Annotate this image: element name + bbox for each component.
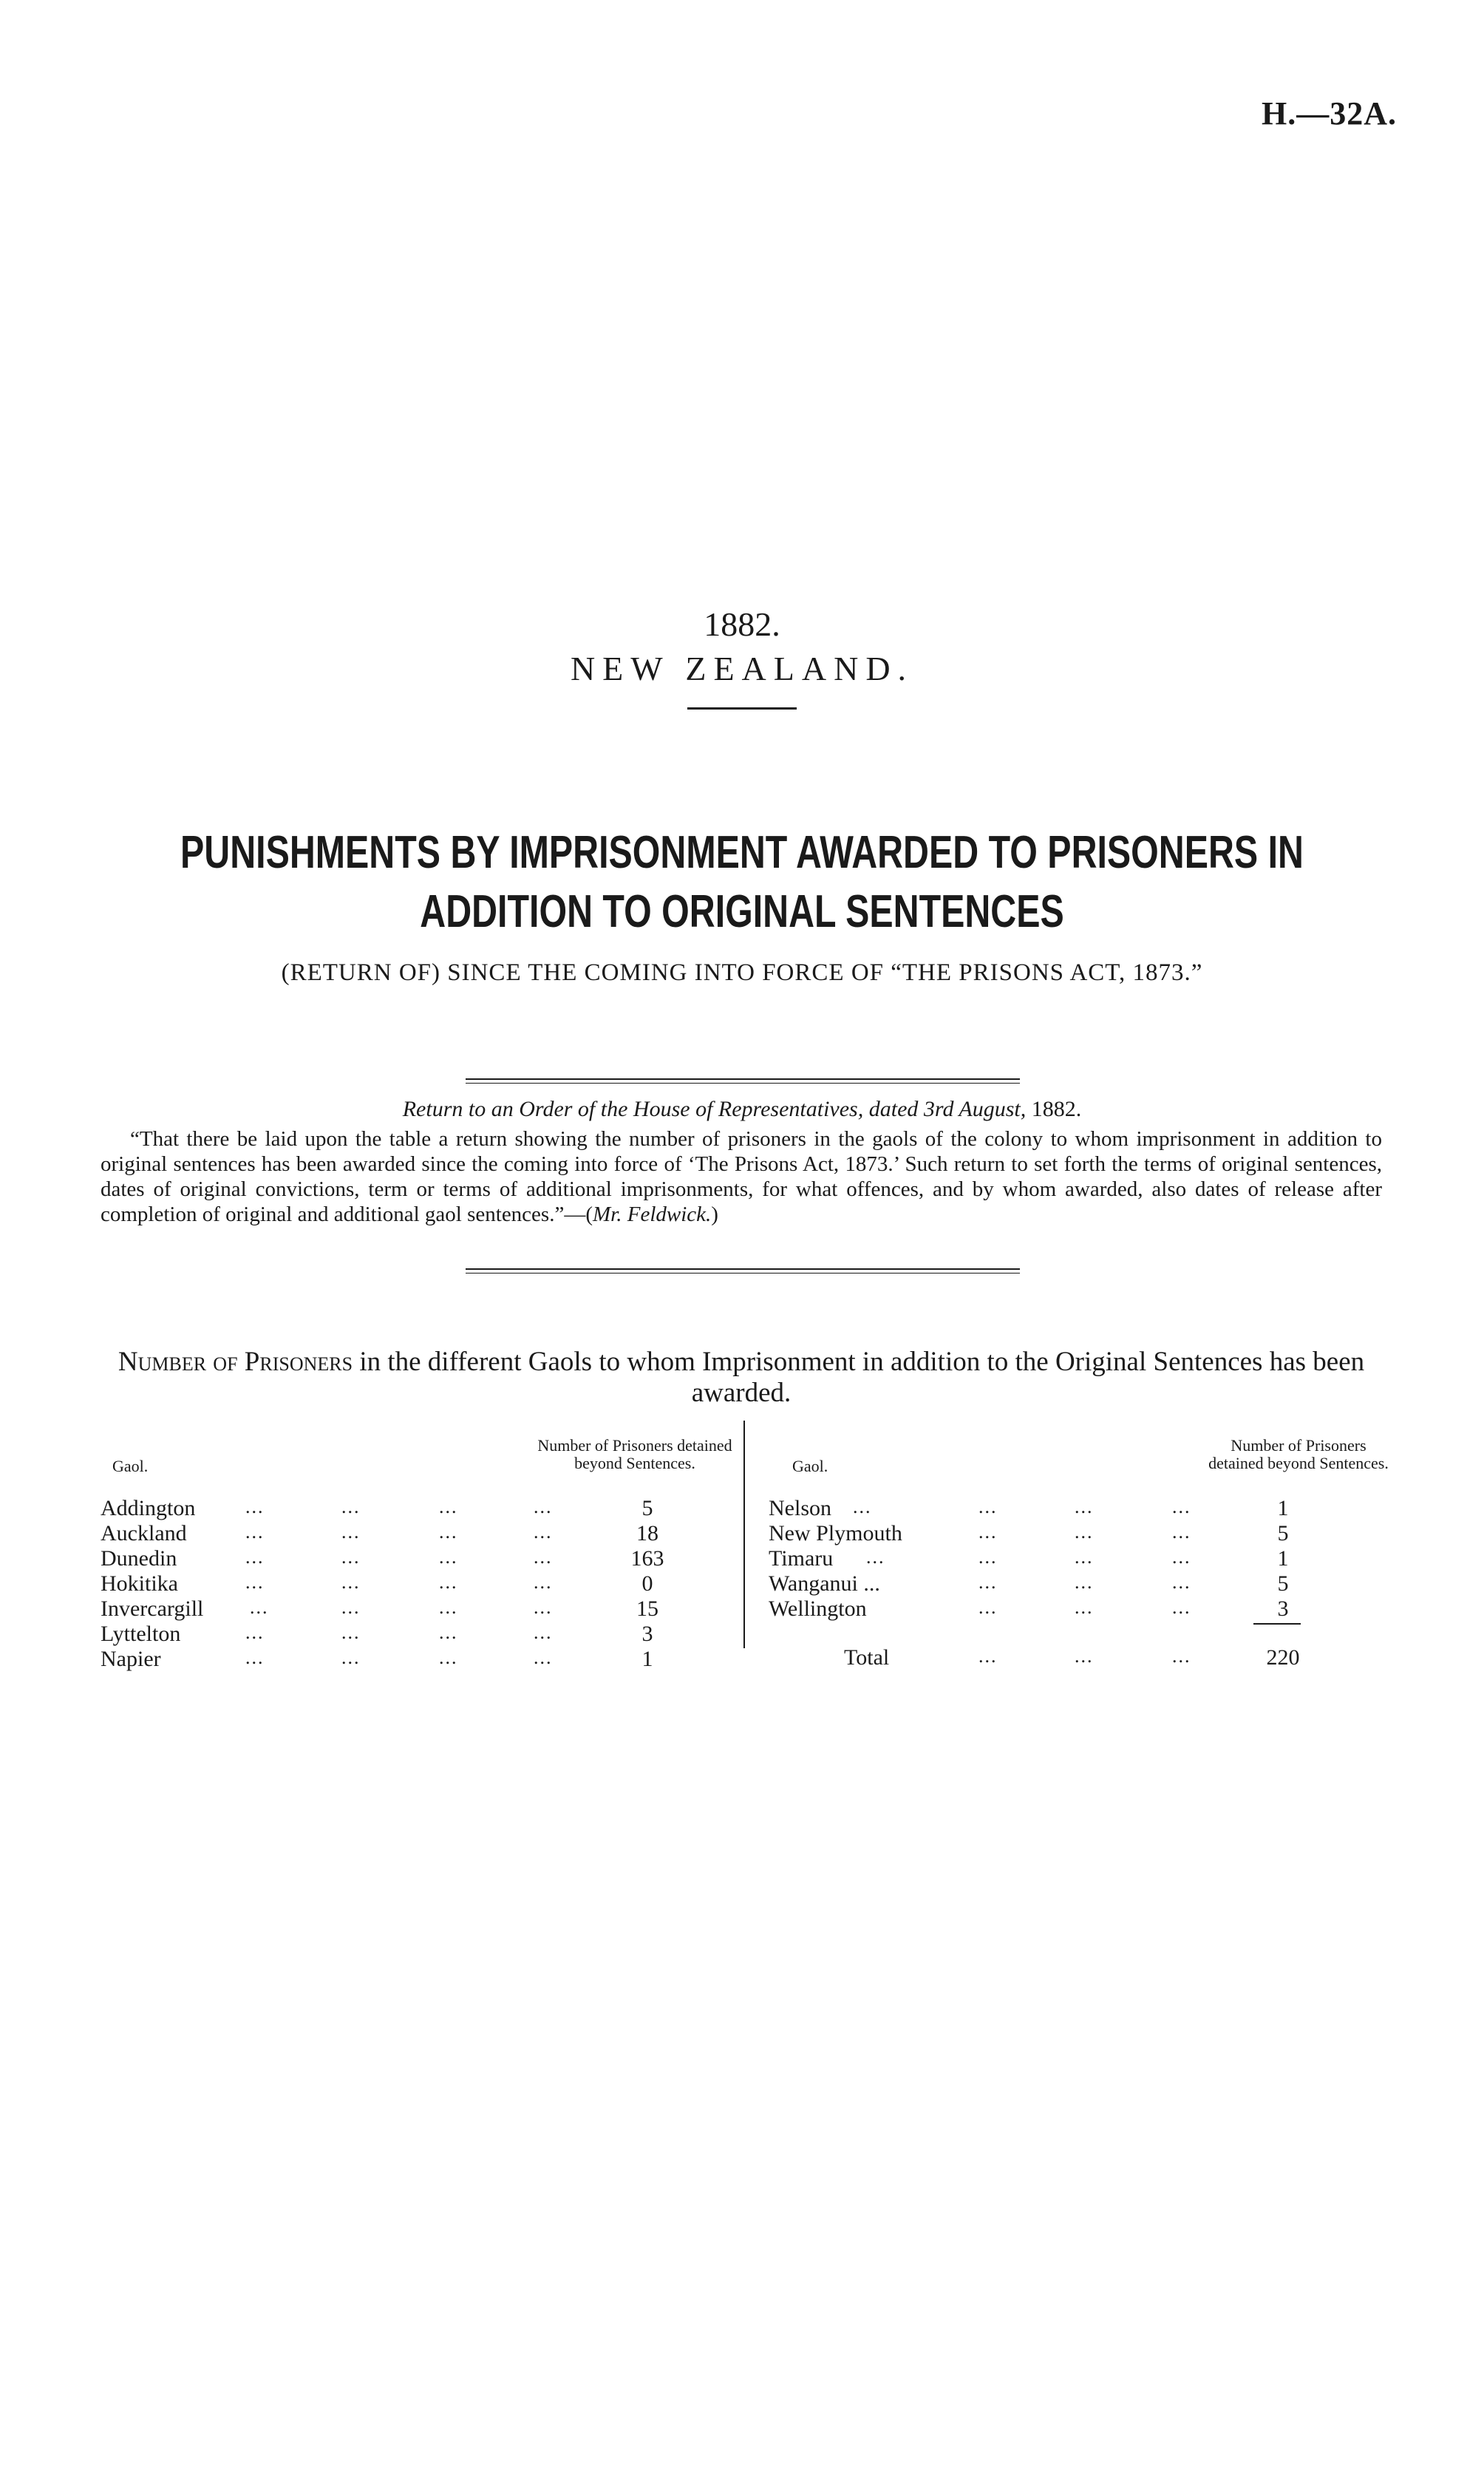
table-row: [769, 1496, 1382, 1521]
prisoner-count: 5: [641, 1496, 653, 1520]
leader-dots: ...: [534, 1496, 553, 1517]
table-row: [101, 1647, 736, 1672]
leader-dots: ...: [439, 1496, 458, 1517]
prisoner-count: 1: [1277, 1496, 1289, 1520]
table-row: [101, 1571, 736, 1596]
gaol-name: Timaru: [769, 1546, 834, 1571]
leader-dots: ...: [439, 1571, 458, 1593]
gaol-name: Nelson: [769, 1496, 831, 1520]
table-row: [101, 1596, 736, 1622]
left-gaol-header: Gaol.: [112, 1457, 149, 1475]
resolution-closing: ): [711, 1203, 718, 1226]
leader-dots: ...: [534, 1647, 553, 1668]
left-number-header: Number of Prisoners detained beyond Sentences.: [537, 1436, 732, 1472]
leader-dots: ...: [978, 1546, 998, 1568]
total-count: 220: [1266, 1645, 1300, 1670]
leader-dots: ...: [866, 1546, 885, 1568]
leader-dots: ...: [439, 1622, 458, 1643]
gaol-name: Wellington: [769, 1596, 867, 1621]
document-title-line-2: ADDITION TO ORIGINAL SENTENCES: [420, 886, 1064, 937]
leader-dots: ...: [341, 1647, 361, 1668]
leader-dots: ...: [978, 1496, 998, 1517]
leader-dots: ...: [1172, 1521, 1191, 1543]
total-label: Total: [844, 1645, 890, 1670]
column-divider: [743, 1421, 745, 1648]
prisoner-count: 18: [636, 1521, 658, 1545]
leader-dots: ...: [245, 1521, 265, 1543]
gaol-name: Napier: [101, 1647, 161, 1671]
total-rule: [1253, 1623, 1301, 1625]
table-row: [769, 1521, 1382, 1546]
leader-dots: ...: [341, 1571, 361, 1593]
leader-dots: ...: [439, 1647, 458, 1668]
leader-dots: ...: [1075, 1546, 1094, 1568]
leader-dots: ...: [1075, 1645, 1094, 1667]
order-citation: [0, 1097, 1484, 1122]
table-title-rest: in the different Gaols to whom Imprisonment in addition to the Original Sentences has been awarded.: [359, 1347, 1365, 1408]
leader-dots: ...: [341, 1622, 361, 1643]
prisoner-count: 3: [1277, 1596, 1289, 1621]
document-reference: H.—32A.: [1262, 95, 1397, 132]
gaol-name: Auckland: [101, 1521, 187, 1545]
prisoner-count: 1: [641, 1647, 653, 1671]
leader-dots: ...: [341, 1496, 361, 1517]
right-gaol-header: Gaol.: [792, 1457, 828, 1475]
masthead-country: NEW ZEALAND.: [570, 650, 914, 687]
right-number-header: Number of Prisoners detained beyond Sentences.: [1208, 1436, 1389, 1472]
prisoner-count: 1: [1277, 1546, 1289, 1571]
leader-dots: ...: [341, 1521, 361, 1543]
table-row: [769, 1546, 1382, 1571]
order-citation-year: 1882.: [1031, 1097, 1082, 1121]
leader-dots: ...: [245, 1571, 265, 1593]
table-title: [101, 1347, 1382, 1409]
leader-dots: ...: [439, 1596, 458, 1618]
prisoner-count: 3: [641, 1622, 653, 1646]
prisoner-count: 5: [1277, 1571, 1289, 1596]
leader-dots: ...: [245, 1496, 265, 1517]
table-row: [101, 1496, 736, 1521]
leader-dots: ...: [341, 1546, 361, 1568]
leader-dots: ...: [534, 1546, 553, 1568]
gaol-name: Invercargill: [101, 1596, 204, 1621]
order-citation-text: Return to an Order of the House of Representatives, dated 3rd August,: [402, 1097, 1027, 1121]
gaol-name: Addington: [101, 1496, 196, 1520]
leader-dots: ...: [1172, 1596, 1191, 1618]
leader-dots: ...: [534, 1622, 553, 1643]
leader-dots: ...: [245, 1546, 265, 1568]
order-rule-top: [466, 1078, 1020, 1080]
leader-dots: ...: [978, 1521, 998, 1543]
leader-dots: ...: [978, 1596, 998, 1618]
leader-dots: ...: [1172, 1496, 1191, 1517]
leader-dots: ...: [439, 1546, 458, 1568]
leader-dots: ...: [978, 1645, 998, 1667]
document-subtitle: (RETURN OF) SINCE THE COMING INTO FORCE OF “THE PRISONS ACT, 1873.”: [281, 959, 1203, 986]
gaol-name: Lyttelton: [101, 1622, 181, 1646]
prisoner-count: 0: [641, 1571, 653, 1596]
leader-dots: ...: [534, 1571, 553, 1593]
gaol-name: Hokitika: [101, 1571, 178, 1596]
leader-dots: ...: [341, 1596, 361, 1618]
leader-dots: ...: [245, 1647, 265, 1668]
leader-dots: ...: [1172, 1571, 1191, 1593]
total-row: [769, 1645, 1382, 1670]
table-row: [101, 1521, 736, 1546]
document-title-line-1: PUNISHMENTS BY IMPRISONMENT AWARDED TO PRISONERS IN: [180, 827, 1304, 878]
leader-dots: ...: [1075, 1496, 1094, 1517]
table-row: [769, 1596, 1382, 1622]
resolution-mover: Mr. Feldwick.: [593, 1203, 712, 1226]
gaol-name: New Plymouth: [769, 1521, 902, 1545]
leader-dots: ...: [534, 1521, 553, 1543]
resolution-text: “That there be laid upon the table a return showing the number of prisoners in the gaols of the colony to whom imprisonment in addition to original sentences has been awarded since the coming into force of ‘The Prisons Act, 1873.’ Such return to set forth the terms of original sentences, dates of original convictions, term or terms of additional imprisonments, for what offences, and by whom awarded, also dates of release after completion of original and additional gaol sentences.”—(: [101, 1127, 1382, 1226]
table-title-lead: Number of Prisoners: [118, 1347, 353, 1377]
order-rule-bottom: [466, 1268, 1020, 1270]
order-resolution: [101, 1126, 1382, 1227]
leader-dots: ...: [1075, 1521, 1094, 1543]
table-row: [769, 1571, 1382, 1596]
table-row: [101, 1622, 736, 1647]
leader-dots: ...: [1075, 1596, 1094, 1618]
leader-dots: ...: [439, 1521, 458, 1543]
prisoner-count: 5: [1277, 1521, 1289, 1545]
gaol-name: Wanganui ...: [769, 1571, 880, 1596]
masthead-rule: [687, 707, 797, 710]
masthead-year: 1882.: [704, 605, 780, 643]
leader-dots: ...: [245, 1622, 265, 1643]
gaol-name: Dunedin: [101, 1546, 177, 1571]
order-rule-top-thin: [466, 1083, 1020, 1084]
leader-dots: ...: [1172, 1645, 1191, 1667]
prisoner-count: 163: [630, 1546, 664, 1571]
leader-dots: ...: [1075, 1571, 1094, 1593]
leader-dots: ...: [534, 1596, 553, 1618]
prisoner-count: 15: [636, 1596, 658, 1621]
leader-dots: ...: [250, 1596, 269, 1618]
leader-dots: ...: [853, 1496, 872, 1517]
leader-dots: ...: [1172, 1546, 1191, 1568]
leader-dots: ...: [978, 1571, 998, 1593]
table-row: [101, 1546, 736, 1571]
